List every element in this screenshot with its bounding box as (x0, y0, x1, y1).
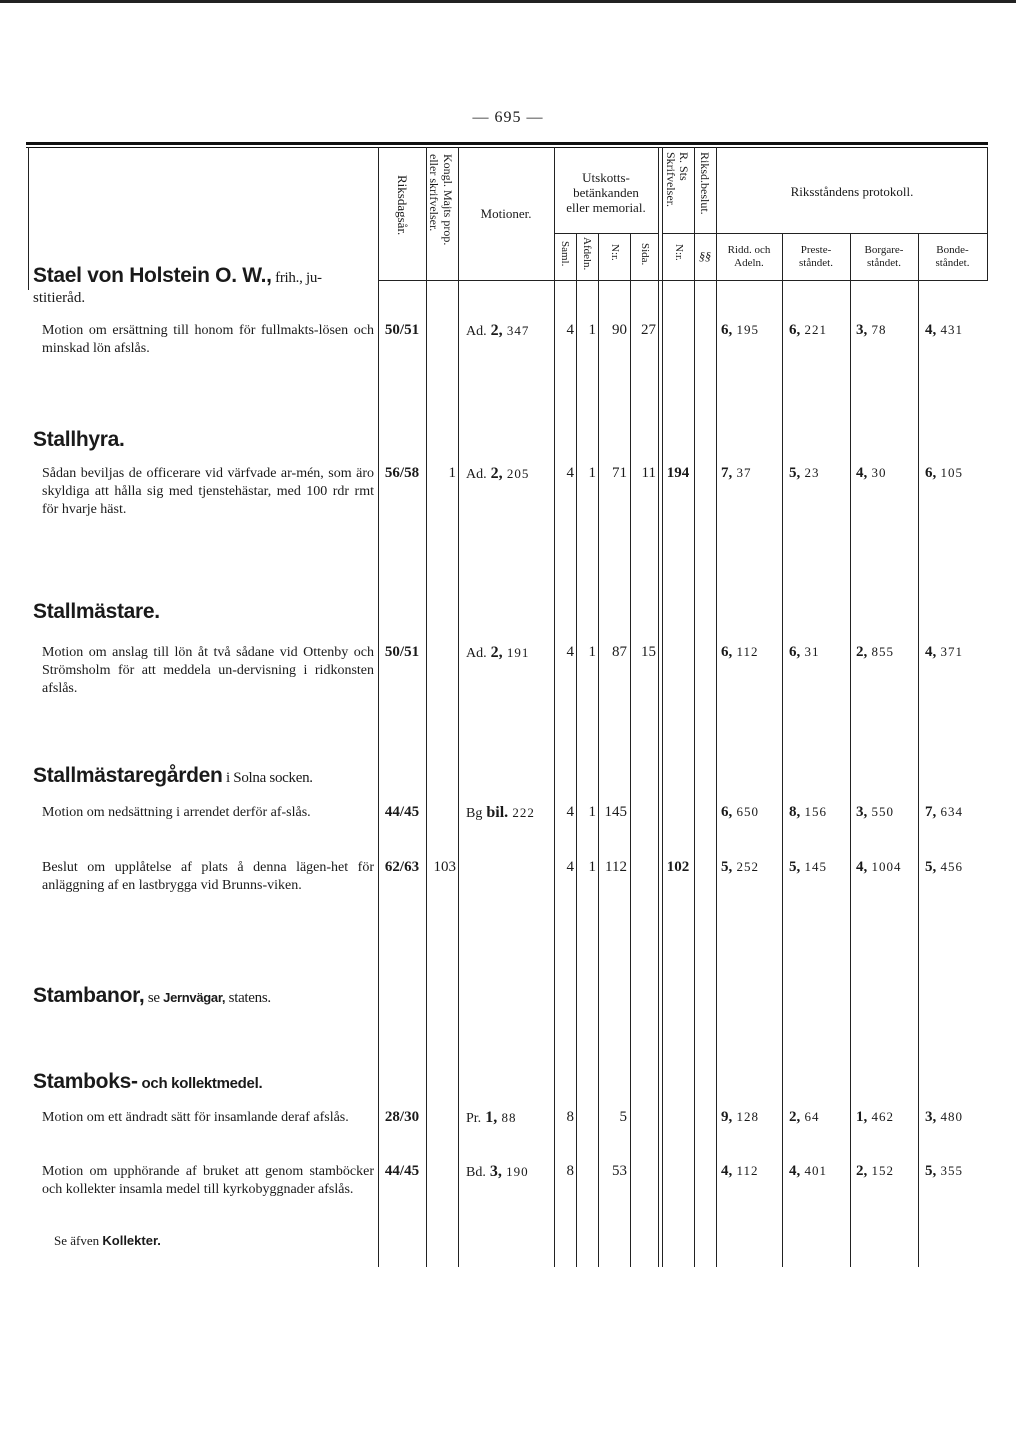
page-number: — 695 — (472, 109, 544, 126)
col-line (630, 233, 631, 1267)
nr-cell: 87 (612, 644, 627, 660)
borgare-cell: 4, 30 (856, 465, 887, 481)
borgare-cell: 3, 550 (856, 804, 894, 820)
rsts-subrule (662, 233, 716, 234)
header-afdeln: Afdeln. (581, 237, 593, 271)
year-cell: 28/30 (384, 1109, 420, 1125)
col-line (598, 233, 599, 1267)
motion-cell: Ad. 2, 205 (466, 465, 530, 482)
entry-heading-stallmastare: Stallmästare. (33, 600, 160, 623)
year-cell: 44/45 (384, 1163, 420, 1179)
motion-cell: Bg bil. 222 (466, 804, 535, 821)
row-description: Motion om ett ändradt sätt för insamlande deraf afslås. (42, 1110, 349, 1125)
bonde-cell: 7, 634 (925, 804, 963, 820)
col-line (658, 147, 659, 1267)
header-saml: Saml. (559, 241, 571, 267)
afdeln-cell: 1 (588, 322, 596, 338)
ridd-cell: 6, 195 (721, 322, 759, 338)
col-line (782, 233, 783, 1267)
row-description: Motion om upphörande af bruket att genom stamböcker och kollekter insamla medel till kyrkobyggnader afslås. (42, 1164, 374, 1197)
skrifvelse-cell: 102 (666, 859, 690, 875)
header-bonde: Bonde- ståndet. (935, 244, 970, 269)
header-preste: Preste- ståndet. (799, 244, 833, 269)
col-line (716, 147, 717, 1267)
header-nr-2: N:r. (673, 244, 685, 261)
motion-cell: Bd. 3, 190 (466, 1163, 529, 1180)
ridd-cell: 5, 252 (721, 859, 759, 875)
year-cell: 50/51 (384, 322, 420, 338)
afdeln-cell: 1 (588, 804, 596, 820)
col-line (576, 233, 577, 1267)
col-line (662, 147, 663, 1267)
col-line (458, 147, 459, 1267)
row-description: Motion om ersättning till honom för fullmakts-lösen och minskad lön afslås. (42, 323, 374, 356)
saml-cell: 8 (566, 1109, 574, 1125)
header-kongl: Kongl. Majts prop. eller skrifvelser. (427, 154, 455, 246)
col-line (694, 147, 695, 1267)
header-riksdagsar: Riksdagsår. (395, 175, 410, 236)
ridd-cell: 4, 112 (721, 1163, 759, 1179)
nr-cell: 5 (619, 1109, 627, 1125)
header-rsts: R. Sts Skrifvelser. (664, 152, 691, 207)
afdeln-cell: 1 (588, 644, 596, 660)
right-border (987, 147, 988, 280)
year-cell: 62/63 (384, 859, 420, 875)
preste-cell: 6, 31 (789, 644, 820, 660)
entry-heading-stallhyra: Stallhyra. (33, 428, 125, 451)
protokoll-subrule (716, 233, 988, 234)
prop-cell: 1 (448, 465, 456, 481)
borgare-cell: 3, 78 (856, 322, 887, 338)
header-ridd: Ridd. och Adeln. (727, 244, 771, 269)
bonde-cell: 5, 456 (925, 859, 963, 875)
nr-cell: 145 (604, 804, 627, 820)
saml-cell: 4 (566, 322, 574, 338)
header-paragraph: §§ (699, 249, 711, 263)
bonde-cell: 5, 355 (925, 1163, 963, 1179)
saml-cell: 8 (566, 1163, 574, 1179)
sida-cell: 15 (641, 644, 656, 660)
entry-heading-continuation: stitieråd. (33, 290, 86, 306)
preste-cell: 4, 401 (789, 1163, 827, 1179)
see-also: Se äfven Kollekter. (54, 1233, 161, 1248)
afdeln-cell: 1 (588, 465, 596, 481)
row-description: Beslut om upplåtelse af plats å denna lägen-het för anläggning af en lastbrygga vid Brunns-viken. (42, 860, 374, 893)
sida-cell: 11 (641, 465, 656, 481)
bonde-cell: 3, 480 (925, 1109, 963, 1125)
preste-cell: 6, 221 (789, 322, 827, 338)
skrifvelse-cell: 194 (666, 465, 690, 481)
header-protokoll: Riksståndens protokoll. (790, 184, 914, 199)
ridd-cell: 6, 650 (721, 804, 759, 820)
header-beslut: Riksd.beslut. (698, 152, 712, 215)
nr-cell: 112 (605, 859, 627, 875)
saml-cell: 4 (566, 804, 574, 820)
bonde-cell: 4, 431 (925, 322, 963, 338)
col-line (378, 147, 379, 1267)
afdeln-cell: 1 (588, 859, 596, 875)
nr-cell: 71 (612, 465, 627, 481)
header-rule-bottom (378, 280, 988, 281)
header-utskott: Utskotts- betänkanden eller memorial. (566, 170, 646, 215)
col-line (918, 233, 919, 1267)
entry-heading-stallmastaregarden: Stallmästaregården i Solna socken. (33, 764, 313, 787)
borgare-cell: 4, 1004 (856, 859, 902, 875)
header-sida: Sida. (639, 243, 651, 266)
header-nr: N:r. (609, 244, 621, 261)
ridd-cell: 7, 37 (721, 465, 752, 481)
sida-cell: 27 (641, 322, 656, 338)
col-line (850, 233, 851, 1267)
saml-cell: 4 (566, 644, 574, 660)
bonde-cell: 4, 371 (925, 644, 963, 660)
left-border (28, 147, 29, 290)
borgare-cell: 2, 855 (856, 644, 894, 660)
bonde-cell: 6, 105 (925, 465, 963, 481)
ridd-cell: 6, 112 (721, 644, 759, 660)
header-motioner: Motioner. (480, 206, 532, 221)
prop-cell: 103 (433, 859, 456, 875)
header-borgare: Borgare- ståndet. (864, 244, 904, 269)
entry-heading-stael: Stael von Holstein O. W., frih., ju- (33, 264, 322, 287)
row-description: Motion om anslag till lön åt två sådane vid Ottenby och Strömsholm för att meddela un-dervisning i ridkonsten afslås. (42, 645, 374, 696)
motion-cell: Ad. 2, 347 (466, 322, 530, 339)
preste-cell: 5, 145 (789, 859, 827, 875)
entry-heading-stambanor: Stambanor, se Jernvägar, statens. (33, 984, 271, 1007)
saml-cell: 4 (566, 859, 574, 875)
year-cell: 56/58 (384, 465, 420, 481)
motion-cell: Pr. 1, 88 (466, 1109, 517, 1126)
nr-cell: 53 (612, 1163, 627, 1179)
row-description: Sådan beviljas de officerare vid värfvade ar-mén, som äro skyldiga att hålla sig med tjenstehästar, med 100 rdr rmt för hvarje häst. (42, 466, 374, 517)
header-rule-top-thin (26, 147, 988, 148)
year-cell: 50/51 (384, 644, 420, 660)
ridd-cell: 9, 128 (721, 1109, 759, 1125)
motion-cell: Ad. 2, 191 (466, 644, 530, 661)
row-description: Motion om nedsättning i arrendet derför af-slås. (42, 805, 311, 820)
top-border (0, 0, 1016, 3)
preste-cell: 5, 23 (789, 465, 820, 481)
borgare-cell: 1, 462 (856, 1109, 894, 1125)
col-line (554, 147, 555, 1267)
borgare-cell: 2, 152 (856, 1163, 894, 1179)
utskott-subrule (554, 233, 658, 234)
col-line (426, 147, 427, 1267)
preste-cell: 2, 64 (789, 1109, 820, 1125)
entry-heading-stamboks: Stamboks- och kollektmedel. (33, 1070, 263, 1093)
preste-cell: 8, 156 (789, 804, 827, 820)
saml-cell: 4 (566, 465, 574, 481)
nr-cell: 90 (612, 322, 627, 338)
year-cell: 44/45 (384, 804, 420, 820)
header-rule-top (26, 142, 988, 145)
